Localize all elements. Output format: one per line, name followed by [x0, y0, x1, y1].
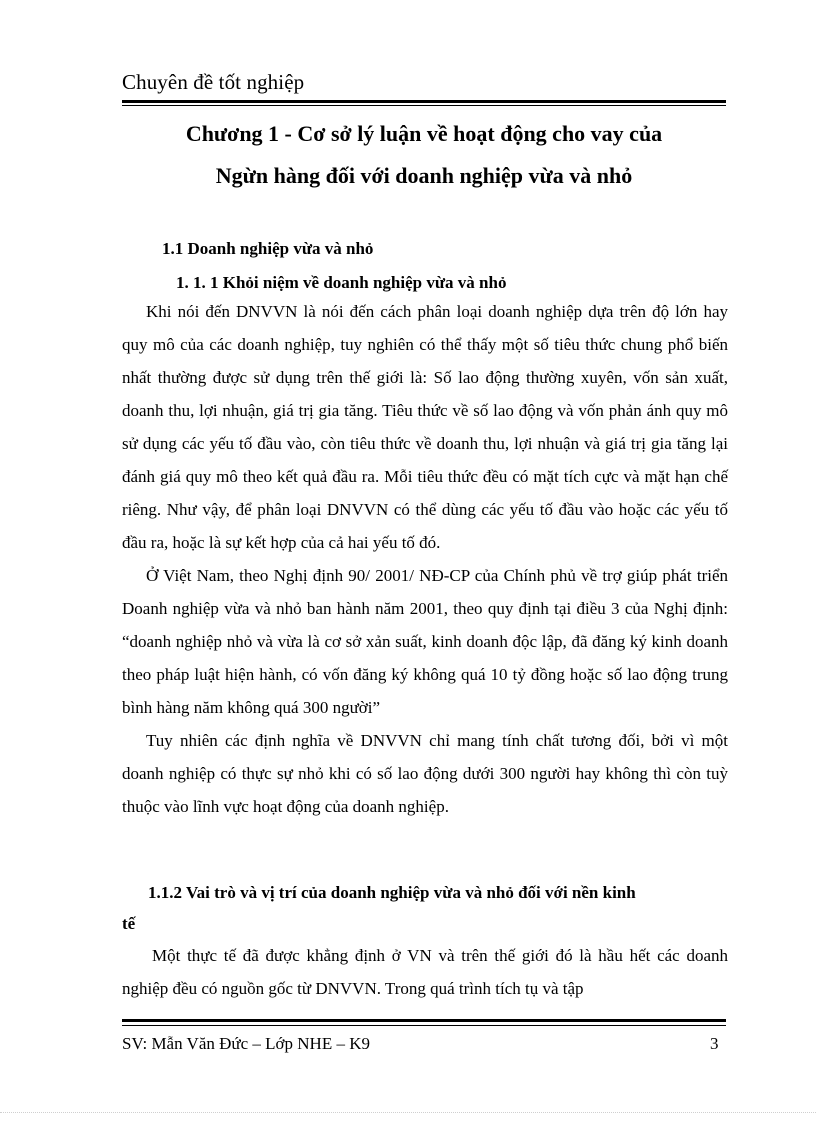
header-rule-thick: [122, 100, 726, 103]
section-heading-1-1-2-cont: tế: [122, 914, 136, 933]
page-number: 3: [710, 1034, 719, 1053]
chapter-title-line-1: Chương 1 - Cơ sở lý luận về hoạt động cho vay của: [185, 121, 663, 146]
page-edge-dotted-line: [0, 1112, 816, 1114]
section-heading-1-1-2: 1.1.2 Vai trò và vị trí của doanh nghiệp vừa và nhỏ đối với nền kinh: [148, 883, 636, 902]
paragraph-2: Ở Việt Nam, theo Nghị định 90/ 2001/ NĐ-CP của Chính phủ về trợ giúp phát triển Doanh nghiệp vừa và nhỏ ban hành năm 2001, theo quy định tại điều 3 của Nghị định: “doanh nghiệp nhỏ và vừa là cơ sở xản suất, kinh doanh độc lập, đã đăng ký kinh doanh theo pháp luật hiện hành, có vốn đăng ký không quá 10 tỷ đồng hoặc số lao động trung bình hàng năm không quá 300 người”: [122, 566, 728, 717]
paragraph-3: Tuy nhiên các định nghĩa về DNVVN chỉ mang tính chất tương đối, bởi vì một doanh nghiệp có thực sự nhỏ khi có số lao động dưới 300 người hay không thì còn tuỳ thuộc vào lĩnh vực hoạt động của doanh nghiệp.: [122, 731, 728, 816]
footer-author: SV: Mẫn Văn Đức – Lớp NHE – K9: [122, 1034, 370, 1053]
header-rule-thin: [122, 105, 726, 106]
header-title: Chuyên đề tốt nghiệp: [122, 70, 305, 94]
paragraph-4: Một thực tế đã được khẳng định ở VN và trên thế giới đó là hầu hết các doanh nghiệp đều có nguồn gốc từ DNVVN. Trong quá trình tích tụ và tập: [122, 946, 728, 998]
section-heading-1-1: 1.1 Doanh nghiệp vừa và nhỏ: [162, 239, 374, 258]
chapter-title-line-2: Ngừn hàng đối với doanh nghiệp vừa và nhỏ: [215, 163, 633, 188]
footer-rule-thick: [122, 1019, 726, 1022]
section-heading-1-1-1: 1. 1. 1 Khỏi niệm về doanh nghiệp vừa và nhỏ: [176, 273, 507, 292]
section-1-1-1-body: [122, 295, 728, 823]
footer-rule-thin: [122, 1025, 726, 1026]
section-1-1-2-body: [122, 939, 728, 1005]
paragraph-1: Khi nói đến DNVVN là nói đến cách phân loại doanh nghiệp dựa trên độ lớn hay quy mô của các doanh nghiệp, tuy nghiên có thể thấy một số tiêu thức chung phổ biến nhất thường được sử dụng trên thế giới là: Số lao động thường xuyên, vốn sản xuất, doanh thu, lợi nhuận, giá trị gia tăng. Tiêu thức về số lao động và vốn phản ánh quy mô sử dụng các yếu tố đầu vào, còn tiêu thức về doanh thu, lợi nhuận và giá trị gia tăng lại đánh giá quy mô theo kết quả đầu ra. Mỗi tiêu thức đều có mặt tích cực và mặt hạn chế riêng. Như vậy, để phân loại DNVVN có thể dùng các yếu tố đầu vào hoặc các yếu tố đầu ra, hoặc là sự kết hợp của cả hai yếu tố đó.: [122, 302, 728, 552]
